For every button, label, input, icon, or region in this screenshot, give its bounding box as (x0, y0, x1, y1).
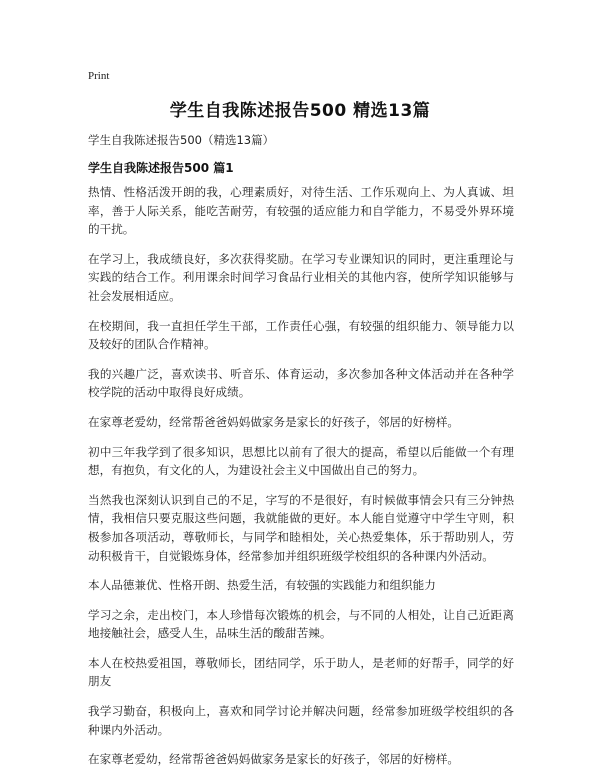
print-label: Print (88, 70, 110, 82)
paragraph-9: 学习之余，走出校门，本人珍惜每次锻炼的机会，与不同的人相处，让自己近距离地接触社会，感受人生，品味生活的酸甜苦辣。 (88, 607, 514, 641)
paragraph-7: 当然我也深刻认识到自己的不足，字写的不是很好，有时候做事情会只有三分钟热情，我相信只要克服这些问题，我就能做的更好。本人能自觉遵守中学生守则，积极参加各项活动，尊敬师长，与同学和睦相处，关心热爱集体，乐于帮助别人，劳动积极肯干，自觉锻炼身体，经常参加并组织班级学校组织的各种课内外活动。 (88, 492, 514, 563)
paragraph-12: 在家尊老爱幼，经常帮爸爸妈妈做家务是家长的好孩子，邻居的好榜样。 (88, 752, 460, 767)
paragraph-5: 在家尊老爱幼，经常帮爸爸妈妈做家务是家长的好孩子，邻居的好榜样。 (88, 414, 460, 429)
paragraph-1: 热情、性格活泼开朗的我，心理素质好，对待生活、工作乐观向上、为人真诚、坦率，善于人际关系，能吃苦耐劳，有较强的适应能力和自学能力，不易受外界环境的干扰。 (88, 185, 514, 237)
paragraph-2: 在学习上，我成绩良好，多次获得奖励。在学习专业课知识的同时，更注重理论与实践的结合工作。利用课余时间学习食品行业相关的其他内容，使所学知识能够与社会发展相适应。 (88, 251, 514, 303)
paragraph-10: 本人在校热爱祖国，尊敬师长，团结同学，乐于助人，是老师的好帮手，同学的好朋友 (88, 655, 514, 689)
paragraph-3: 在校期间，我一直担任学生干部，工作责任心强，有较强的组织能力、领导能力以及较好的团队合作精神。 (88, 318, 514, 352)
document-title: 学生自我陈述报告500 精选13篇 (169, 101, 431, 121)
document-subtitle: 学生自我陈述报告500（精选13篇） (88, 133, 275, 147)
paragraph-11: 我学习勤奋，积极向上，喜欢和同学讨论并解决问题，经常参加班级学校组织的各种课内外活动。 (88, 704, 514, 737)
body-text (88, 183, 514, 780)
section-heading: 学生自我陈述报告500 篇1 (88, 161, 234, 175)
paragraph-8: 本人品德兼优、性格开朗、热爱生活，有较强的实践能力和组织能力 (88, 578, 436, 593)
paragraph-4: 我的兴趣广泛，喜欢读书、听音乐、体育运动，多次参加各种文体活动并在各种学校学院的活动中取得良好成绩。 (88, 366, 514, 400)
paragraph-6: 初中三年我学到了很多知识，思想比以前有了很大的提高，希望以后能做一个有理想，有抱负，有文化的人，为建设社会主义中国做出自己的努力。 (88, 444, 514, 478)
